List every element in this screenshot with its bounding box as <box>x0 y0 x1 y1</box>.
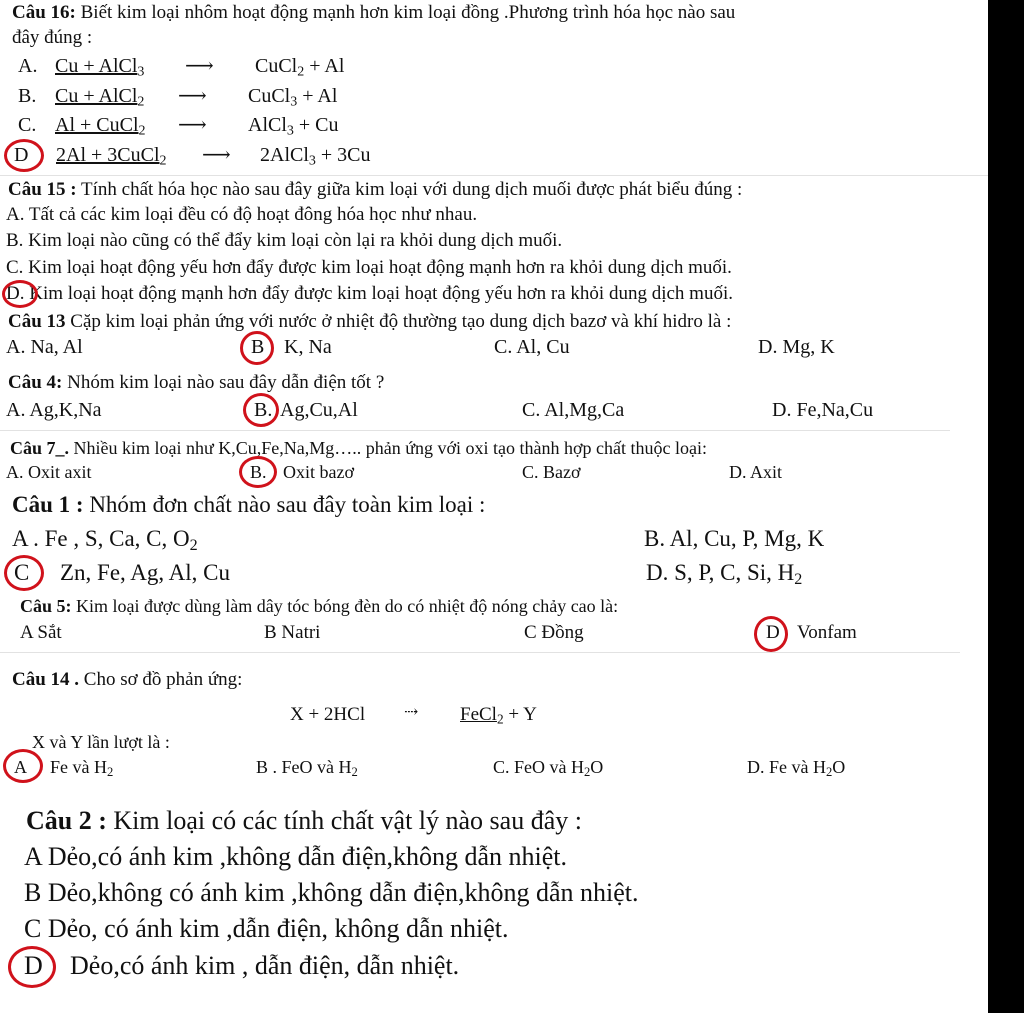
q15-option-d: D. Kim loại hoạt động mạnh hơn đẩy được kim loại hoạt động yếu hơn ra khỏi dung dịch muối. <box>6 283 733 304</box>
q7-title: Câu 7_. <box>10 438 70 458</box>
q4-option-c: C. Al,Mg,Ca <box>522 399 625 421</box>
arrow-icon: ⟶ <box>178 114 207 136</box>
q1-title: Câu 1 : <box>12 492 84 517</box>
q16-option-a-label: A. <box>18 55 38 77</box>
q5-question <box>20 597 618 615</box>
q15-option-c: C. Kim loại hoạt động yếu hơn đẩy được kim loại hoạt động mạnh hơn ra khỏi dung dịch muối. <box>6 257 732 278</box>
q7-option-a: A. Oxit axit <box>6 462 92 482</box>
q2-option-b: B Dẻo,không có ánh kim ,không dẫn điện,không dẫn nhiệt. <box>24 878 639 907</box>
q14-option-c-sub: 2 <box>584 765 591 780</box>
q4-option-b-label: B. <box>254 399 273 421</box>
arrow-icon: ⟶ <box>202 144 231 166</box>
q5-option-c: C Đồng <box>524 622 584 643</box>
q2-option-d: Dẻo,có ánh kim , dẫn điện, dẫn nhiệt. <box>70 951 460 980</box>
q2-question <box>26 808 582 834</box>
q15-option-b: B. Kim loại nào cũng có thể đẩy kim loại còn lại ra khỏi dung dịch muối. <box>6 230 563 251</box>
q7-option-b: Oxit bazơ <box>283 462 354 482</box>
dashed-arrow-icon: ⇢ <box>404 702 419 721</box>
q14-option-c-text: C. FeO và H <box>493 757 584 777</box>
q16-option-b-rhs: CuCl <box>248 85 291 107</box>
q13-title: Câu 13 <box>8 311 66 332</box>
q16-option-d-rhs-sub: 3 <box>308 153 316 169</box>
q7-option-c: C. Bazơ <box>522 462 581 482</box>
q16-option-d-label: D <box>14 144 29 166</box>
q16-option-c <box>18 114 339 139</box>
q16-option-d-lhs-sub: 2 <box>159 153 167 169</box>
q13-option-b: K, Na <box>284 336 332 358</box>
q16-option-a-lhs-sub: 3 <box>137 64 145 80</box>
q16-option-a-lhs: Cu + AlCl <box>55 55 138 77</box>
arrow-icon: ⟶ <box>178 85 207 107</box>
divider <box>0 175 988 176</box>
answer-circle-q4 <box>243 393 279 427</box>
q7-question <box>10 439 707 457</box>
q2-option-c: C Dẻo, có ánh kim ,dẫn điện, không dẫn nhiệt. <box>24 914 509 943</box>
q5-option-b: B Natri <box>264 622 321 643</box>
q16-option-c-lhs-sub: 2 <box>138 123 146 139</box>
q4-option-b: Ag,Cu,Al <box>280 399 358 421</box>
q1-option-d <box>646 560 803 589</box>
q13-option-a: A. Na, Al <box>6 336 83 358</box>
q15-title: Câu 15 : <box>8 179 77 200</box>
q4-option-a: A. Ag,K,Na <box>6 399 102 421</box>
q16-text: Biết kim loại nhôm hoạt động mạnh hơn kim loại đồng .Phương trình hóa học nào sau <box>75 2 736 23</box>
q16-option-d-lhs: 2Al + 3CuCl <box>56 144 160 166</box>
q2-option-d-label: D <box>24 951 43 980</box>
q1-option-d-text: D. S, P, C, Si, H <box>646 560 795 585</box>
q1-option-c: Zn, Fe, Ag, Al, Cu <box>60 560 230 585</box>
q7-option-b-label: B. <box>250 462 267 482</box>
q14-option-a-text: Fe và H <box>50 757 107 777</box>
q5-option-d: Vonfam <box>797 622 857 643</box>
q16-option-a <box>18 55 345 80</box>
q15-question <box>8 180 742 199</box>
q14-equation-rhs-sub: 2 <box>496 711 504 727</box>
q16-option-a-rhs-tail: + Al <box>304 55 345 77</box>
answer-circle-q1 <box>4 555 44 591</box>
q16-option-c-rhs: AlCl <box>248 114 287 136</box>
q14-question <box>12 670 242 689</box>
answer-circle-q14 <box>3 749 43 783</box>
q5-text: Kim loại được dùng làm dây tóc bóng đèn do có nhiệt độ nóng chảy cao là: <box>71 596 619 616</box>
q14-title: Câu 14 . <box>12 669 80 690</box>
q2-option-a: A Dẻo,có ánh kim ,không dẫn điện,không dẫn nhiệt. <box>24 842 568 871</box>
q16-option-c-label: C. <box>18 114 37 136</box>
q14-option-d-text: D. Fe và H <box>747 757 826 777</box>
q16-option-b-lhs: Cu + AlCl <box>55 85 138 107</box>
q13-option-d: D. Mg, K <box>758 336 835 358</box>
q1-text: Nhóm đơn chất nào sau đây toàn kim loại : <box>83 492 486 517</box>
right-black-bar <box>988 0 1024 1013</box>
q1-option-a <box>12 526 198 555</box>
q1-option-a-text: A . Fe , S, Ca, C, O <box>12 526 190 551</box>
q14-question-cont: X và Y lần lượt là : <box>32 732 170 752</box>
answer-circle-q16 <box>4 139 44 172</box>
q1-option-d-sub: 2 <box>794 571 803 589</box>
q7-text: Nhiều kim loại như K,Cu,Fe,Na,Mg….. phản ứng với oxi tạo thành hợp chất thuộc loại: <box>69 438 707 458</box>
q4-option-d: D. Fe,Na,Cu <box>772 399 874 421</box>
q14-equation-lhs: X + 2HCl <box>290 704 366 725</box>
q5-option-d-label: D <box>766 622 780 643</box>
q5-option-a: A Sắt <box>20 622 62 643</box>
q13-option-b-label: B <box>251 336 265 358</box>
q16-option-b-rhs-sub: 3 <box>290 94 298 110</box>
q16-option-a-rhs-sub: 2 <box>297 64 305 80</box>
q14-equation-rhs-tail: + Y <box>503 704 537 725</box>
q16-option-d-rhs-tail: + 3Cu <box>315 144 371 166</box>
q1-question <box>12 493 485 516</box>
q13-text: Cặp kim loại phản ứng với nước ở nhiệt độ thường tạo dung dịch bazơ và khí hidro là : <box>65 311 732 332</box>
q16-option-b-lhs-sub: 2 <box>137 94 145 110</box>
q16-option-b-rhs-tail: + Al <box>297 85 338 107</box>
q14-option-d <box>747 757 846 780</box>
q1-option-c-label: C <box>14 560 30 585</box>
q7-option-d: D. Axit <box>729 462 783 482</box>
q16-option-b-label: B. <box>18 85 37 107</box>
q2-title: Câu 2 : <box>26 806 107 835</box>
q14-option-b-sub: 2 <box>351 765 358 780</box>
answer-circle-q7 <box>239 456 277 488</box>
q14-option-d-tail: O <box>832 757 846 777</box>
q16-option-d-rhs: 2AlCl <box>260 144 309 166</box>
q16-option-c-rhs-sub: 3 <box>286 123 294 139</box>
q14-text: Cho sơ đồ phản ứng: <box>79 669 243 690</box>
q16-option-b <box>18 85 338 110</box>
arrow-icon: ⟶ <box>185 55 214 77</box>
q1-option-a-sub: 2 <box>189 537 198 555</box>
q2-text: Kim loại có các tính chất vật lý nào sau đây : <box>106 806 582 835</box>
divider <box>0 430 950 431</box>
q1-option-b: B. Al, Cu, P, Mg, K <box>644 526 825 551</box>
q4-title: Câu 4: <box>8 372 63 393</box>
divider <box>0 652 960 653</box>
q16-title: Câu 16: <box>12 2 76 23</box>
q16-question-cont: đây đúng : <box>12 27 93 48</box>
q14-option-a-label: A <box>14 757 27 777</box>
q14-option-c <box>493 757 604 780</box>
q14-equation-rhs: FeCl <box>460 704 497 725</box>
q14-option-d-sub: 2 <box>826 765 833 780</box>
q4-question <box>8 373 384 392</box>
q16-option-c-lhs: Al + CuCl <box>55 114 139 136</box>
q14-option-a-sub: 2 <box>107 765 114 780</box>
q4-text: Nhóm kim loại nào sau đây dẫn điện tốt ? <box>62 372 385 393</box>
answer-circle-q5 <box>754 616 788 652</box>
q14-equation <box>290 702 537 727</box>
q15-text: Tính chất hóa học nào sau đây giữa kim loại với dung dịch muối được phát biểu đúng : <box>76 179 743 200</box>
q14-option-b <box>256 757 358 780</box>
q16-option-c-rhs-tail: + Cu <box>293 114 339 136</box>
answer-circle-q2 <box>8 946 56 988</box>
q14-option-c-tail: O <box>590 757 604 777</box>
q14-option-a <box>50 757 114 780</box>
q15-option-a: A. Tất cả các kim loại đều có độ hoạt đông hóa học như nhau. <box>6 204 478 225</box>
q16-option-a-rhs: CuCl <box>255 55 298 77</box>
q13-option-c: C. Al, Cu <box>494 336 570 358</box>
q5-title: Câu 5: <box>20 596 72 616</box>
answer-circle-q13 <box>240 331 274 365</box>
q13-question <box>8 312 731 331</box>
q14-option-b-text: B . FeO và H <box>256 757 352 777</box>
answer-circle-q15 <box>2 280 38 308</box>
q16-question <box>12 3 735 22</box>
